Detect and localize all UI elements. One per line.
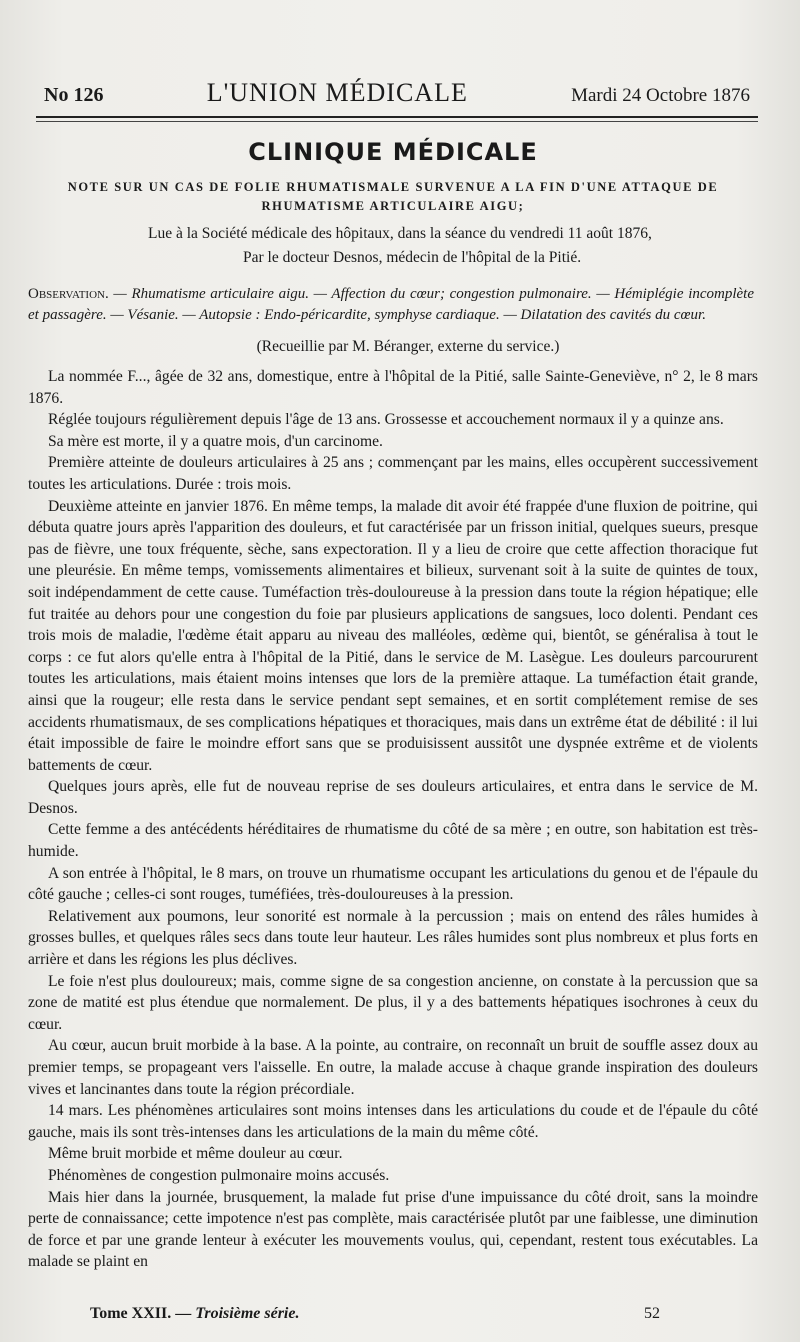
page-header	[28, 78, 758, 108]
observation-label: Observation.	[28, 286, 109, 302]
tome-info	[90, 1305, 299, 1323]
paragraph: A son entrée à l'hôpital, le 8 mars, on trouve un rhumatisme occupant les articulations du genou et de l'épaule du côté gauche ; celles-ci sont rouges, tuméfiées, très-douloureuses à la pression.	[28, 864, 758, 904]
header-rule	[36, 116, 758, 118]
read-at-line: Lue à la Société médicale des hôpitaux, dans la séance du vendredi 11 août 1876,	[148, 225, 652, 242]
paragraph: Première atteinte de douleurs articulaires à 25 ans ; commençant par les mains, elles occupèrent successivement toutes les articulations. Durée : trois mois.	[28, 454, 758, 493]
issue-date: Mardi 24 Octobre 1876	[571, 85, 750, 106]
paragraph: Relativement aux poumons, leur sonorité est normale à la percussion ; mais on entend des râles humides à grosses bulles, et quelques râles secs dans toute leur hauteur. Les râles humides sont plus nombreux et plus forts en arrière et dans les régions les plus déclives.	[28, 907, 758, 969]
paragraph: Mais hier dans la journée, brusquement, la malade fut prise d'une impuissance du côté droit, sans la moindre perte de connaissance; cette impotence n'est pas complète, mais caractérisée plutôt par une faiblesse, une diminution de force et par une grande lenteur à exécuter les mouvements voulus, qui, cependant, restent tous exécutables. La malade se plaint en	[28, 1188, 758, 1271]
paragraph: Cette femme a des antécédents héréditaires de rhumatisme du côté de sa mère ; en outre, son habitation est très-humide.	[28, 821, 758, 861]
note-title: NOTE SUR UN CAS DE FOLIE RHUMATISMALE SURVENUE A LA FIN D'UNE ATTAQUE DE RHUMATISME ARTICULAIRE AIGU;	[67, 180, 719, 213]
article-body	[28, 366, 758, 1273]
paragraph: Deuxième atteinte en janvier 1876. En même temps, la malade dit avoir été frappée d'une fluxion de poitrine, qui débuta quatre jours après l'apparition des douleurs, et fut caractérisée par un frisson initial, quelques sueurs, presque pas de fièvre, une toux fréquente, sèche, sans expectoration. Il y a lieu de croire que cette affection thoracique fut une pleurésie. En même temps, vomissements alimentaires et bilieux, survenant soit à la suite de quintes de toux, soit indépendamment de cette cause. Tuméfaction très-douloureuse à la pression dans toute la région hépatique; elle fut traitée au dehors pour une congestion du foie par plusieurs applications de sangsues, loco dolenti. Pendant ces trois mois de maladie, l'œdème était apparu au niveau des malléoles, œdème qui, bientôt, se généralisa à tout le corps : ce fut alors qu'elle entra à l'hôpital de la Pitié, dans le service de M. Lasègue. Les douleurs parcoururent toutes les articulations, mais étaient moins intenses que lors de la première attaque. La tuméfaction était grande, ainsi que la rougeur; elle resta dans le service pendant sept semaines, et en sortit complétement remise de ses accidents rhumatismaux, de ses complications hépatiques et thoraciques, mais dans un extrême état de débilité : il lui était impossible de faire le moindre effort sans que se produisissent aussitôt une dyspnée extrême et de violents battements de cœur.	[28, 497, 758, 774]
page-footer	[90, 1305, 660, 1323]
paragraph: 14 mars. Les phénomènes articulaires sont moins intenses dans les articulations du coude et de l'épaule du côté gauche, mais ils sont très-intenses dans les articulations de la main du même côté.	[28, 1102, 758, 1141]
paragraph: Sa mère est morte, il y a quatre mois, d'un carcinome.	[48, 432, 383, 450]
header-rule-thin	[36, 121, 758, 122]
collected-by: (Recueillie par M. Béranger, externe du service.)	[256, 338, 560, 355]
section-title: CLINIQUE MÉDICALE	[248, 138, 538, 166]
journal-title: L'UNION MÉDICALE	[206, 78, 468, 107]
paragraph: La nommée F..., âgée de 32 ans, domestique, entre à l'hôpital de la Pitié, salle Sainte-Geneviève, n° 2, le 8 mars 1876.	[28, 368, 758, 407]
paragraph: Au cœur, aucun bruit morbide à la base. A la pointe, au contraire, on reconnaît un bruit de souffle assez doux au premier temps, se propageant vers l'aisselle. En outre, la malade accuse à chaque grande inspiration des douleurs vives et lancinantes dans toute la région précordiale.	[28, 1037, 758, 1098]
tome-label: Tome XXII. —	[90, 1305, 196, 1322]
observation-text: — Rhumatisme articulaire aigu. — Affection du cœur; congestion pulmonaire. — Hémiplégie incomplète et passagère. — Vésanie. — Autopsie : Endo-péricardite, symphyse cardiaque. — Dilatation des cavités du cœur.	[28, 286, 754, 323]
page-number: 52	[644, 1305, 660, 1322]
paragraph: Même bruit morbide et même douleur au cœur.	[48, 1145, 343, 1163]
issue-number: No 126	[44, 84, 104, 106]
paragraph: Réglée toujours régulièrement depuis l'âge de 13 ans. Grossesse et accouchement normaux il y a quinze ans.	[48, 411, 724, 429]
paragraph: Le foie n'est plus douloureux; mais, comme signe de sa congestion ancienne, on constate à la percussion que sa zone de matité est plus étendue que normalement. De plus, il y a des battements hépatiques isochrones à ceux du cœur.	[28, 972, 758, 1033]
series-label: Troisième série.	[195, 1305, 300, 1322]
author-line: Par le docteur Desnos, médecin de l'hôpital de la Pitié.	[243, 249, 582, 266]
paragraph: Phénomènes de congestion pulmonaire moins accusés.	[48, 1166, 390, 1184]
paragraph: Quelques jours après, elle fut de nouveau reprise de ses douleurs articulaires, et entra dans le service de M. Desnos.	[28, 778, 758, 817]
observation-summary	[28, 284, 754, 326]
